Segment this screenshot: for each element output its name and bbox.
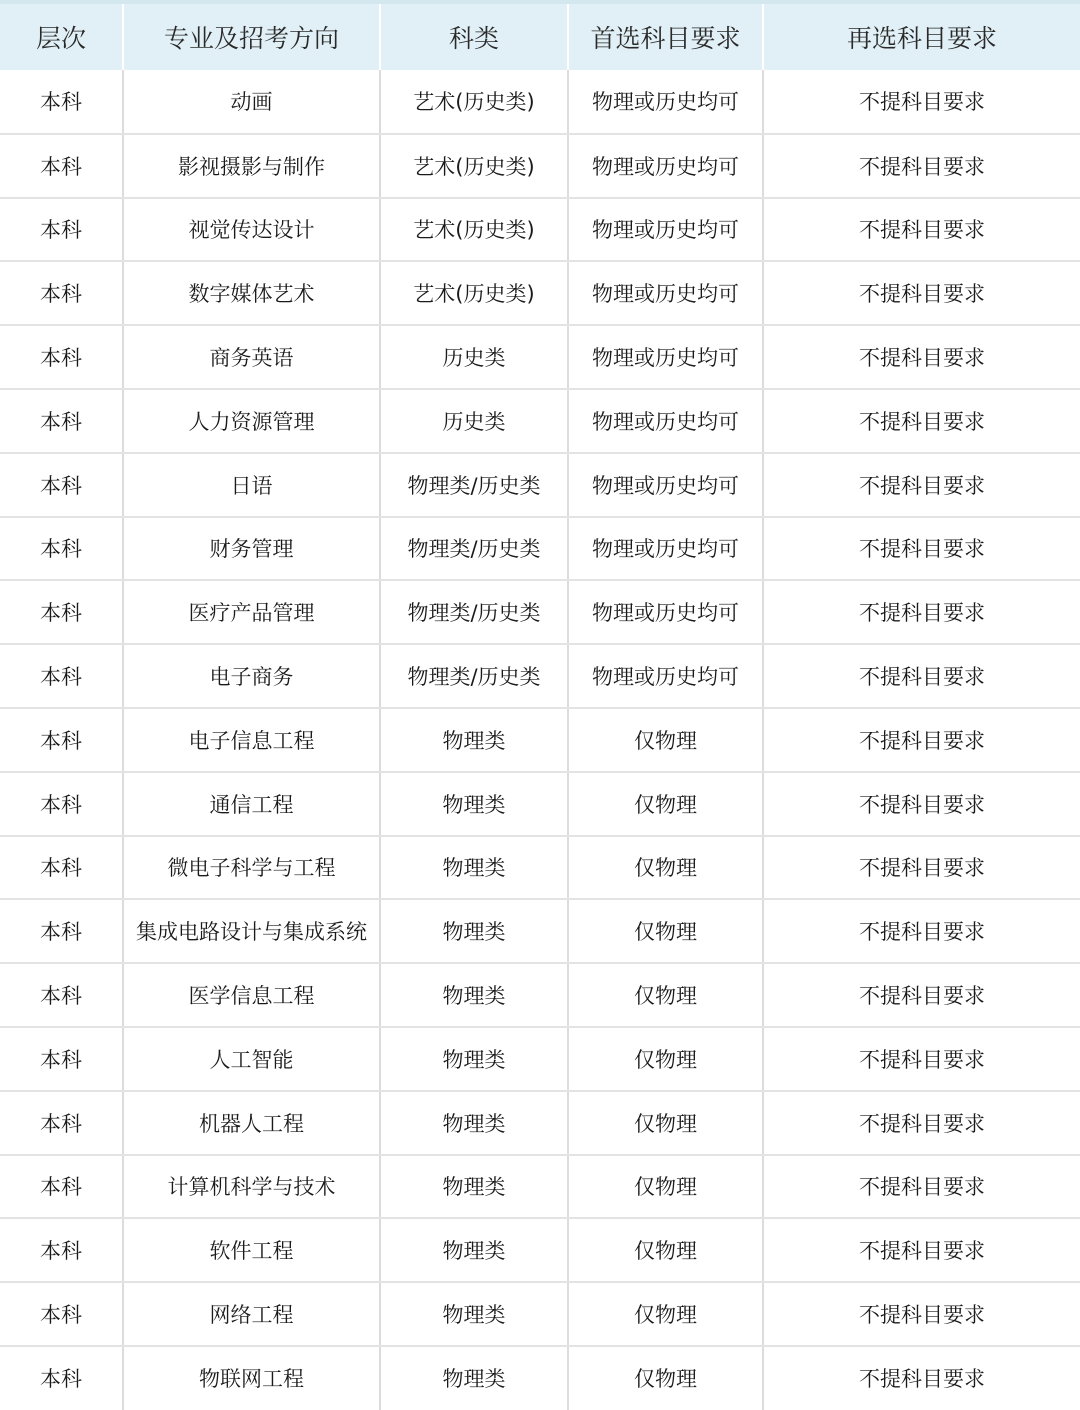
table-row (0, 1027, 1080, 1091)
cell-second-subject: 不提科目要求 (763, 1346, 1080, 1410)
cell-level: 本科 (0, 325, 123, 389)
cell-level: 本科 (0, 963, 123, 1027)
cell-major: 集成电路设计与集成系统 (123, 899, 380, 963)
cell-second-subject: 不提科目要求 (763, 1091, 1080, 1155)
cell-major: 视觉传达设计 (123, 198, 380, 262)
cell-first-subject: 仅物理 (568, 1218, 763, 1282)
table-row (0, 1282, 1080, 1346)
cell-level: 本科 (0, 644, 123, 708)
table-row (0, 1218, 1080, 1282)
table-body (0, 70, 1080, 1410)
table-row (0, 580, 1080, 644)
cell-category: 物理类 (380, 708, 568, 772)
cell-first-subject: 仅物理 (568, 836, 763, 900)
cell-category: 物理类 (380, 1155, 568, 1219)
cell-second-subject: 不提科目要求 (763, 325, 1080, 389)
cell-first-subject: 仅物理 (568, 963, 763, 1027)
table-row (0, 261, 1080, 325)
table-row (0, 1091, 1080, 1155)
header-first-subject: 首选科目要求 (568, 4, 763, 70)
cell-first-subject: 物理或历史均可 (568, 580, 763, 644)
cell-level: 本科 (0, 1091, 123, 1155)
cell-category: 物理类 (380, 772, 568, 836)
cell-second-subject: 不提科目要求 (763, 198, 1080, 262)
table-row (0, 708, 1080, 772)
cell-first-subject: 物理或历史均可 (568, 644, 763, 708)
cell-major: 电子商务 (123, 644, 380, 708)
cell-major: 人力资源管理 (123, 389, 380, 453)
cell-level: 本科 (0, 389, 123, 453)
cell-major: 机器人工程 (123, 1091, 380, 1155)
cell-second-subject: 不提科目要求 (763, 580, 1080, 644)
cell-first-subject: 仅物理 (568, 1027, 763, 1091)
cell-level: 本科 (40, 1367, 82, 1392)
cell-major: 电子信息工程 (123, 708, 380, 772)
cell-first-subject: 仅物理 (568, 708, 763, 772)
cell-first-subject: 仅物理 (568, 772, 763, 836)
cell-second-subject: 不提科目要求 (763, 453, 1080, 517)
cell-major: 物联网工程 (123, 1346, 380, 1410)
cell-level: 本科 (0, 1155, 123, 1219)
cell-category: 物理类 (380, 1027, 568, 1091)
cell-category: 物理类/历史类 (380, 644, 568, 708)
cell-second-subject: 不提科目要求 (763, 836, 1080, 900)
cell-category: 艺术(历史类) (380, 198, 568, 262)
cell-major: 动画 (123, 70, 380, 134)
table-header (0, 4, 1080, 70)
table-row (0, 70, 1080, 134)
cell-second-subject: 不提科目要求 (763, 644, 1080, 708)
cell-level: 本科 (0, 134, 123, 198)
header-level: 层次 (35, 24, 86, 53)
cell-major: 通信工程 (123, 772, 380, 836)
cell-first-subject: 物理或历史均可 (568, 70, 763, 134)
cell-second-subject: 不提科目要求 (763, 134, 1080, 198)
cell-first-subject: 仅物理 (568, 1346, 763, 1410)
cell-second-subject: 不提科目要求 (763, 963, 1080, 1027)
cell-level: 本科 (0, 70, 123, 134)
cell-major: 商务英语 (123, 325, 380, 389)
header-category: 科类 (380, 4, 568, 70)
table-row (0, 198, 1080, 262)
header-second-subject: 再选科目要求 (763, 4, 1080, 70)
cell-category: 物理类 (380, 1091, 568, 1155)
cell-second-subject: 不提科目要求 (763, 1282, 1080, 1346)
header-row (0, 4, 1080, 70)
table-row (0, 963, 1080, 1027)
cell-level: 本科 (0, 517, 123, 581)
table-row (0, 772, 1080, 836)
cell-second-subject: 不提科目要求 (763, 708, 1080, 772)
cell-major: 计算机科学与技术 (123, 1155, 380, 1219)
cell-second-subject: 不提科目要求 (763, 1218, 1080, 1282)
cell-category: 物理类/历史类 (380, 580, 568, 644)
cell-category: 历史类 (380, 389, 568, 453)
cell-second-subject: 不提科目要求 (763, 70, 1080, 134)
table-row (0, 644, 1080, 708)
cell-second-subject: 不提科目要求 (763, 772, 1080, 836)
cell-major: 软件工程 (123, 1218, 380, 1282)
cell-category: 物理类/历史类 (380, 453, 568, 517)
table-row (0, 1346, 1080, 1410)
cell-level: 本科 (0, 772, 123, 836)
cell-first-subject: 仅物理 (568, 899, 763, 963)
cell-category: 物理类/历史类 (380, 517, 568, 581)
cell-second-subject: 不提科目要求 (763, 261, 1080, 325)
table-row (0, 1155, 1080, 1219)
cell-category: 艺术(历史类) (380, 261, 568, 325)
cell-second-subject: 不提科目要求 (763, 389, 1080, 453)
cell-first-subject: 物理或历史均可 (568, 389, 763, 453)
cell-category: 物理类 (380, 963, 568, 1027)
cell-major: 日语 (123, 453, 380, 517)
table-row (0, 325, 1080, 389)
cell-level: 本科 (0, 1027, 123, 1091)
cell-major: 网络工程 (123, 1282, 380, 1346)
cell-level: 本科 (0, 899, 123, 963)
cell-category: 物理类 (380, 836, 568, 900)
cell-major: 人工智能 (123, 1027, 380, 1091)
cell-first-subject: 物理或历史均可 (568, 453, 763, 517)
header-major: 专业及招考方向 (123, 4, 380, 70)
cell-first-subject: 物理或历史均可 (568, 325, 763, 389)
cell-major: 数字媒体艺术 (123, 261, 380, 325)
table-row (0, 453, 1080, 517)
cell-major: 微电子科学与工程 (123, 836, 380, 900)
cell-category: 物理类 (380, 1218, 568, 1282)
cell-major: 医学信息工程 (123, 963, 380, 1027)
cell-first-subject: 物理或历史均可 (568, 517, 763, 581)
table-row (0, 836, 1080, 900)
cell-first-subject: 仅物理 (568, 1282, 763, 1346)
cell-category: 艺术(历史类) (380, 70, 568, 134)
cell-first-subject: 物理或历史均可 (568, 198, 763, 262)
cell-level: 本科 (0, 1218, 123, 1282)
cell-first-subject: 仅物理 (568, 1091, 763, 1155)
cell-second-subject: 不提科目要求 (763, 517, 1080, 581)
cell-major: 影视摄影与制作 (123, 134, 380, 198)
table-row (0, 517, 1080, 581)
cell-level: 本科 (0, 261, 123, 325)
cell-first-subject: 物理或历史均可 (568, 261, 763, 325)
cell-level: 本科 (0, 580, 123, 644)
cell-category: 物理类 (380, 1346, 568, 1410)
table-row (0, 134, 1080, 198)
cell-category: 历史类 (380, 325, 568, 389)
cell-first-subject: 仅物理 (568, 1155, 763, 1219)
cell-level: 本科 (0, 198, 123, 262)
cell-level: 本科 (0, 453, 123, 517)
subject-requirements-table (0, 4, 1080, 1410)
cell-level: 本科 (0, 1282, 123, 1346)
cell-major: 医疗产品管理 (123, 580, 380, 644)
cell-level: 本科 (0, 836, 123, 900)
cell-category: 艺术(历史类) (380, 134, 568, 198)
cell-second-subject: 不提科目要求 (763, 899, 1080, 963)
cell-first-subject: 物理或历史均可 (568, 134, 763, 198)
cell-category: 物理类 (380, 899, 568, 963)
cell-level: 本科 (0, 708, 123, 772)
table-row (0, 899, 1080, 963)
cell-second-subject: 不提科目要求 (763, 1155, 1080, 1219)
cell-major: 财务管理 (123, 517, 380, 581)
table-row (0, 389, 1080, 453)
cell-second-subject: 不提科目要求 (763, 1027, 1080, 1091)
cell-category: 物理类 (380, 1282, 568, 1346)
